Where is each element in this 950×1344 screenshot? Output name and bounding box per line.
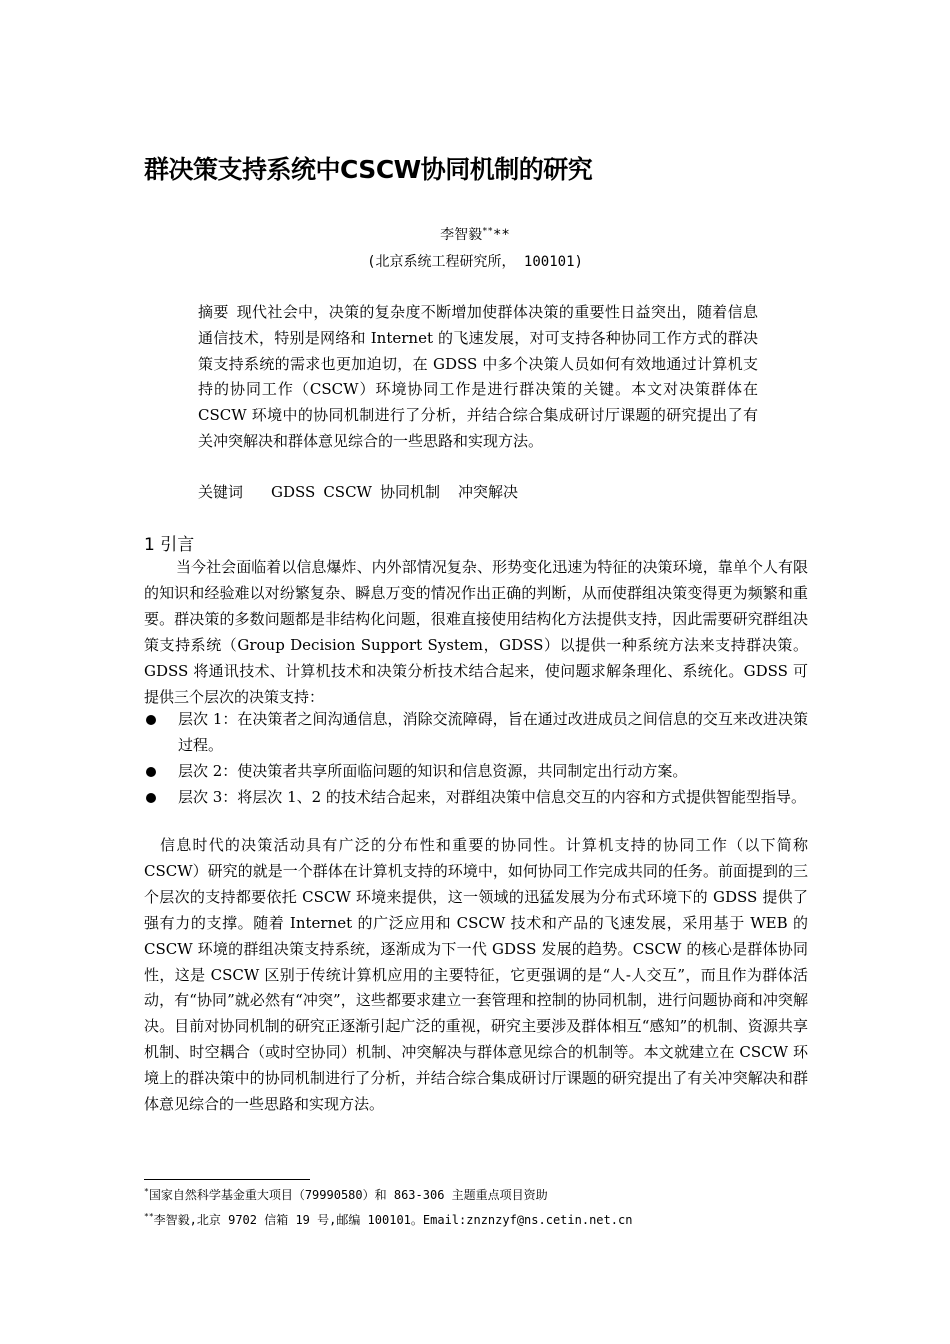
footnote-divider	[144, 1179, 310, 1180]
keywords	[198, 480, 758, 504]
bullet-text: 层次 2：使决策者共享所面临问题的知识和信息资源，共同制定出行动方案。	[178, 761, 688, 780]
author-line	[0, 224, 950, 244]
bullet-text: 层次 1：在决策者之间沟通信息，消除交流障碍，旨在通过改进成员之间信息的交互来改进决策过程。	[178, 710, 808, 754]
keyword-item: 协同机制	[379, 483, 440, 501]
bullet-dot	[146, 715, 156, 725]
paper-title: 群决策支持系统中CSCW协同机制的研究	[144, 155, 593, 184]
bullet-list	[144, 707, 808, 811]
footnote-text: 李智毅,北京 9702 信箱 19 号,邮编 100101。Email:znznzyf@ns.cetin.net.cn	[153, 1213, 633, 1227]
bullet-dot	[146, 767, 156, 777]
body-paragraph-1: 当今社会面临着以信息爆炸、内外部情况复杂、形势变化迅速为特征的决策环境，靠单个人有限的知识和经验难以对纷繁复杂、瞬息万变的情况作出正确的判断，从而使群组决策变得更为频繁和重要。群决策的多数问题都是非结构化问题，很难直接使用结构化方法提供支持，因此需要研究群组决策支持系统（Group Decision Support System，GDSS）以提供一种系统方法来支持群决策。GDSS 将通讯技术、计算机技术和决策分析技术结合起来，使问题求解条理化、系统化。GDSS 可提供三个层次的决策支持：	[144, 558, 808, 706]
author-footnote-mark: **	[482, 226, 493, 237]
section-heading: 1 引言	[144, 535, 195, 555]
bullet-item-1	[144, 707, 808, 759]
bullet-item-2	[144, 759, 808, 785]
keyword-item: 冲突解决	[457, 483, 518, 501]
footnote-mark: **	[144, 1212, 154, 1221]
keyword-item: GDSS	[271, 483, 316, 501]
abstract-label: 摘要	[198, 303, 229, 321]
author-affiliation: (北京系统工程研究所， 100101)	[367, 254, 583, 270]
abstract-text: 现代社会中，决策的复杂度不断增加使群体决策的重要性日益突出，随着信息通信技术，特别是网络和 Internet 的飞速发展，对可支持各种协同工作方式的群决策支持系统的需求也更加迫切，在 GDSS 中多个决策人员如何有效地通过计算机支持的协同工作（CSCW）环境协同工作是进行群决策的关键。本文对决策群体在 CSCW 环境中的协同机制进行了分析，并结合综合集成研讨厅课题的研究提出了有关冲突解决和群体意见综合的一些思路和实现方法。	[198, 303, 758, 450]
author-name: 李智毅	[440, 227, 483, 243]
bullet-dot	[146, 793, 156, 803]
footnote-2	[144, 1211, 844, 1228]
body-paragraph-2: 信息时代的决策活动具有广泛的分布性和重要的协同性。计算机支持的协同工作（以下简称 CSCW）研究的就是一个群体在计算机支持的环境中，如何协同工作完成共同的任务。前面提到的三个层次的支持都要依托 CSCW 环境来提供，这一领域的迅猛发展为分布式环境下的 GDSS 提供了强有力的支撑。随着 Internet 的广泛应用和 CSCW 技术和产品的飞速发展，采用基于 WEB 的 CSCW 环境的群组决策支持系统，逐渐成为下一代 GDSS 发展的趋势。CSCW 的核心是群体协同性，这是 CSCW 区别于传统计算机应用的主要特征，它更强调的是“人-人交互”，而且作为群体活动，有“协同”就必然有“冲突”，这些都要求建立一套管理和控制的协同机制，进行问题协商和冲突解决。目前对协同机制的研究正逐渐引起广泛的重视，研究主要涉及群体相互“感知”的机制、资源共享机制、时空耦合（或时空协同）机制、冲突解决与群体意见综合的机制等。本文就建立在 CSCW 环境上的群决策中的协同机制进行了分析，并结合综合集成研讨厅课题的研究提出了有关冲突解决和群体意见综合的一些思路和实现方法。	[144, 836, 808, 1114]
footnote-1	[144, 1186, 844, 1203]
bullet-item-3	[144, 785, 808, 811]
author-footnote-mark-2: **	[492, 227, 510, 243]
footnote-text: 国家自然科学基金重大项目（79990580）和 863-306 主题重点项目资助	[148, 1188, 548, 1202]
bullet-text: 层次 3：将层次 1、2 的技术结合起来，对群组决策中信息交互的内容和方式提供智能型指导。	[178, 787, 806, 806]
abstract	[198, 300, 758, 455]
keywords-label: 关键词	[198, 483, 244, 501]
footnote-mark: *	[144, 1187, 149, 1196]
keyword-item: CSCW	[323, 483, 372, 501]
